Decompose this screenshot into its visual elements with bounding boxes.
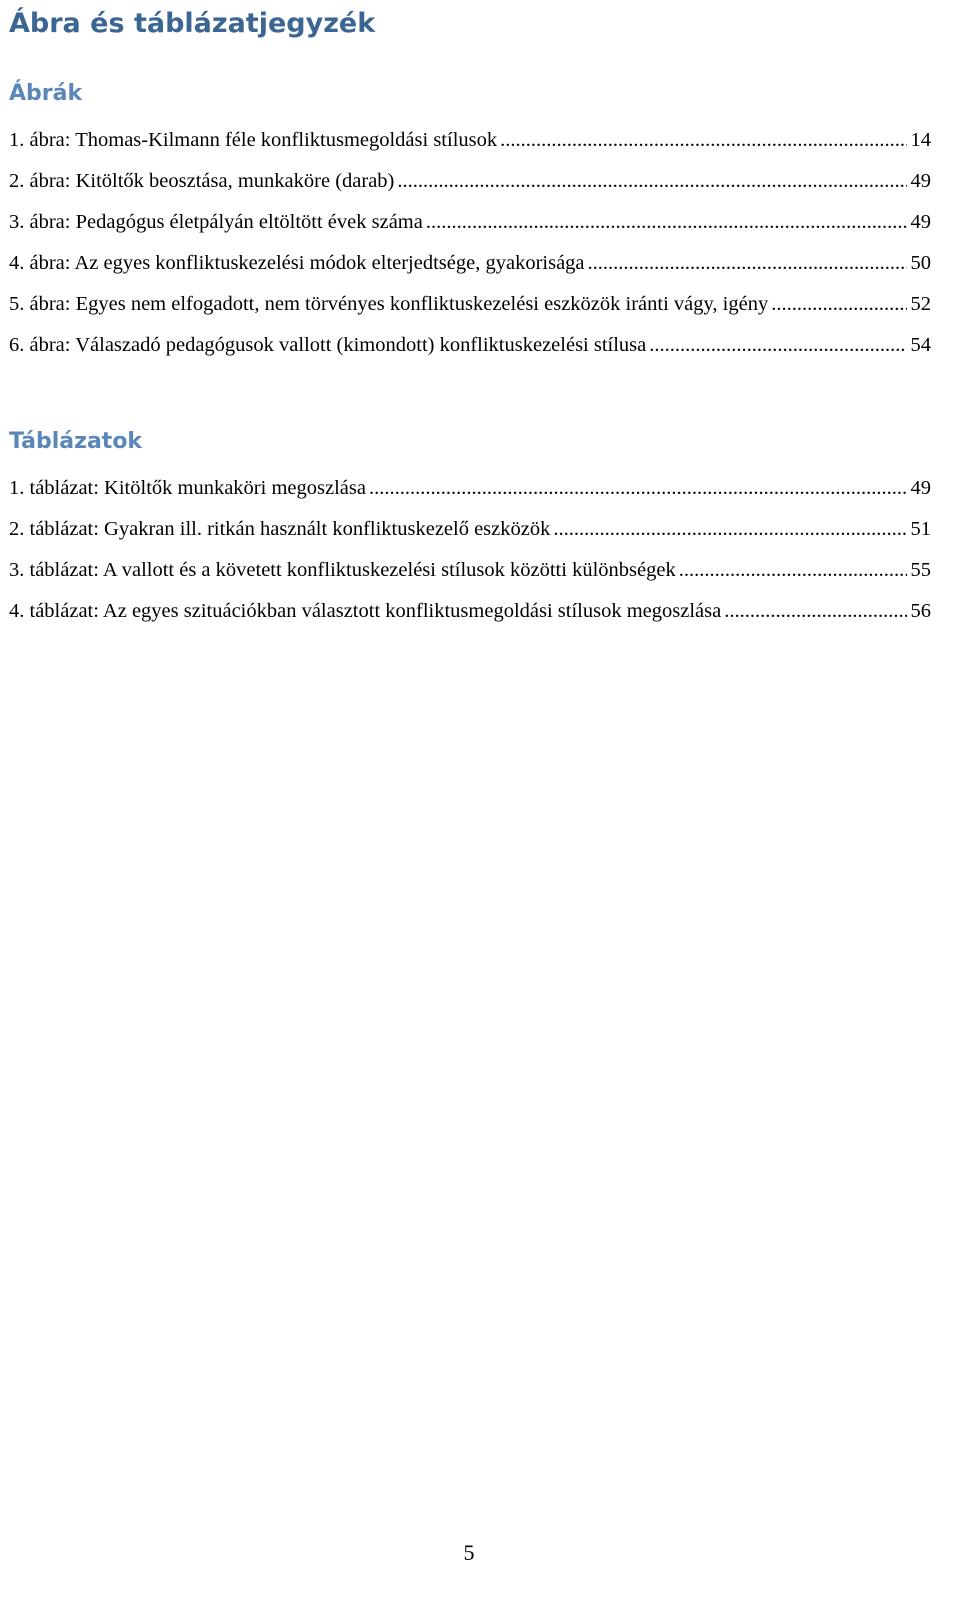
toc-entry-page: 14	[910, 129, 931, 151]
page-number: 5	[463, 1540, 475, 1565]
tables-heading: Táblázatok	[9, 429, 143, 454]
toc-entry-page: 50	[910, 252, 931, 274]
toc-entry-page: 52	[910, 293, 931, 315]
toc-entry-label: 1. ábra: Thomas-Kilmann féle konfliktusmegoldási stílusok	[9, 129, 498, 151]
dot-leader	[649, 325, 906, 366]
toc-entry-label: 4. táblázat: Az egyes szituációkban választott konfliktusmegoldási stílusok megoszlása	[9, 600, 722, 622]
toc-entry-table-3[interactable]	[9, 550, 931, 591]
toc-entry-page: 54	[910, 334, 931, 356]
toc-entry-label: 6. ábra: Válaszadó pedagógusok vallott (kimondott) konfliktuskezelési stílusa	[9, 334, 647, 356]
toc-entry-page: 49	[910, 477, 931, 499]
tables-list	[9, 468, 931, 632]
figures-heading: Ábrák	[9, 81, 83, 106]
toc-entry-label: 4. ábra: Az egyes konfliktuskezelési módok elterjedtsége, gyakorisága	[9, 252, 585, 274]
dot-leader	[426, 202, 907, 243]
toc-entry-label: 3. táblázat: A vallott és a követett konfliktuskezelési stílusok közötti különbségek	[9, 559, 676, 581]
toc-entry-label: 1. táblázat: Kitöltők munkaköri megoszlása	[9, 477, 366, 499]
toc-entry-page: 51	[910, 518, 931, 540]
dot-leader	[369, 468, 907, 509]
dot-leader	[397, 161, 906, 202]
toc-entry-figure-1[interactable]	[9, 120, 931, 161]
toc-entry-page: 49	[910, 211, 931, 233]
toc-entry-figure-5[interactable]	[9, 284, 931, 325]
dot-leader	[679, 550, 907, 591]
toc-entry-label: 2. táblázat: Gyakran ill. ritkán használt konfliktuskezelő eszközök	[9, 518, 551, 540]
toc-entry-label: 2. ábra: Kitöltők beosztása, munkaköre (darab)	[9, 170, 395, 192]
toc-entry-figure-3[interactable]	[9, 202, 931, 243]
toc-entry-page: 56	[910, 600, 931, 622]
dot-leader	[500, 120, 906, 161]
toc-entry-table-1[interactable]	[9, 468, 931, 509]
dot-leader	[553, 509, 906, 550]
toc-entry-figure-4[interactable]	[9, 243, 931, 284]
page-title: Ábra és táblázatjegyzék	[9, 8, 376, 39]
dot-leader	[588, 243, 907, 284]
toc-entry-page: 49	[910, 170, 931, 192]
figures-list	[9, 120, 931, 366]
toc-entry-page: 55	[910, 559, 931, 581]
toc-entry-table-4[interactable]	[9, 591, 931, 632]
toc-entry-figure-6[interactable]	[9, 325, 931, 366]
toc-entry-table-2[interactable]	[9, 509, 931, 550]
dot-leader	[771, 284, 906, 325]
dot-leader	[724, 591, 906, 632]
toc-entry-figure-2[interactable]	[9, 161, 931, 202]
toc-entry-label: 3. ábra: Pedagógus életpályán eltöltött évek száma	[9, 211, 423, 233]
toc-entry-label: 5. ábra: Egyes nem elfogadott, nem törvényes konfliktuskezelési eszközök iránti vágy, igény	[9, 293, 769, 315]
